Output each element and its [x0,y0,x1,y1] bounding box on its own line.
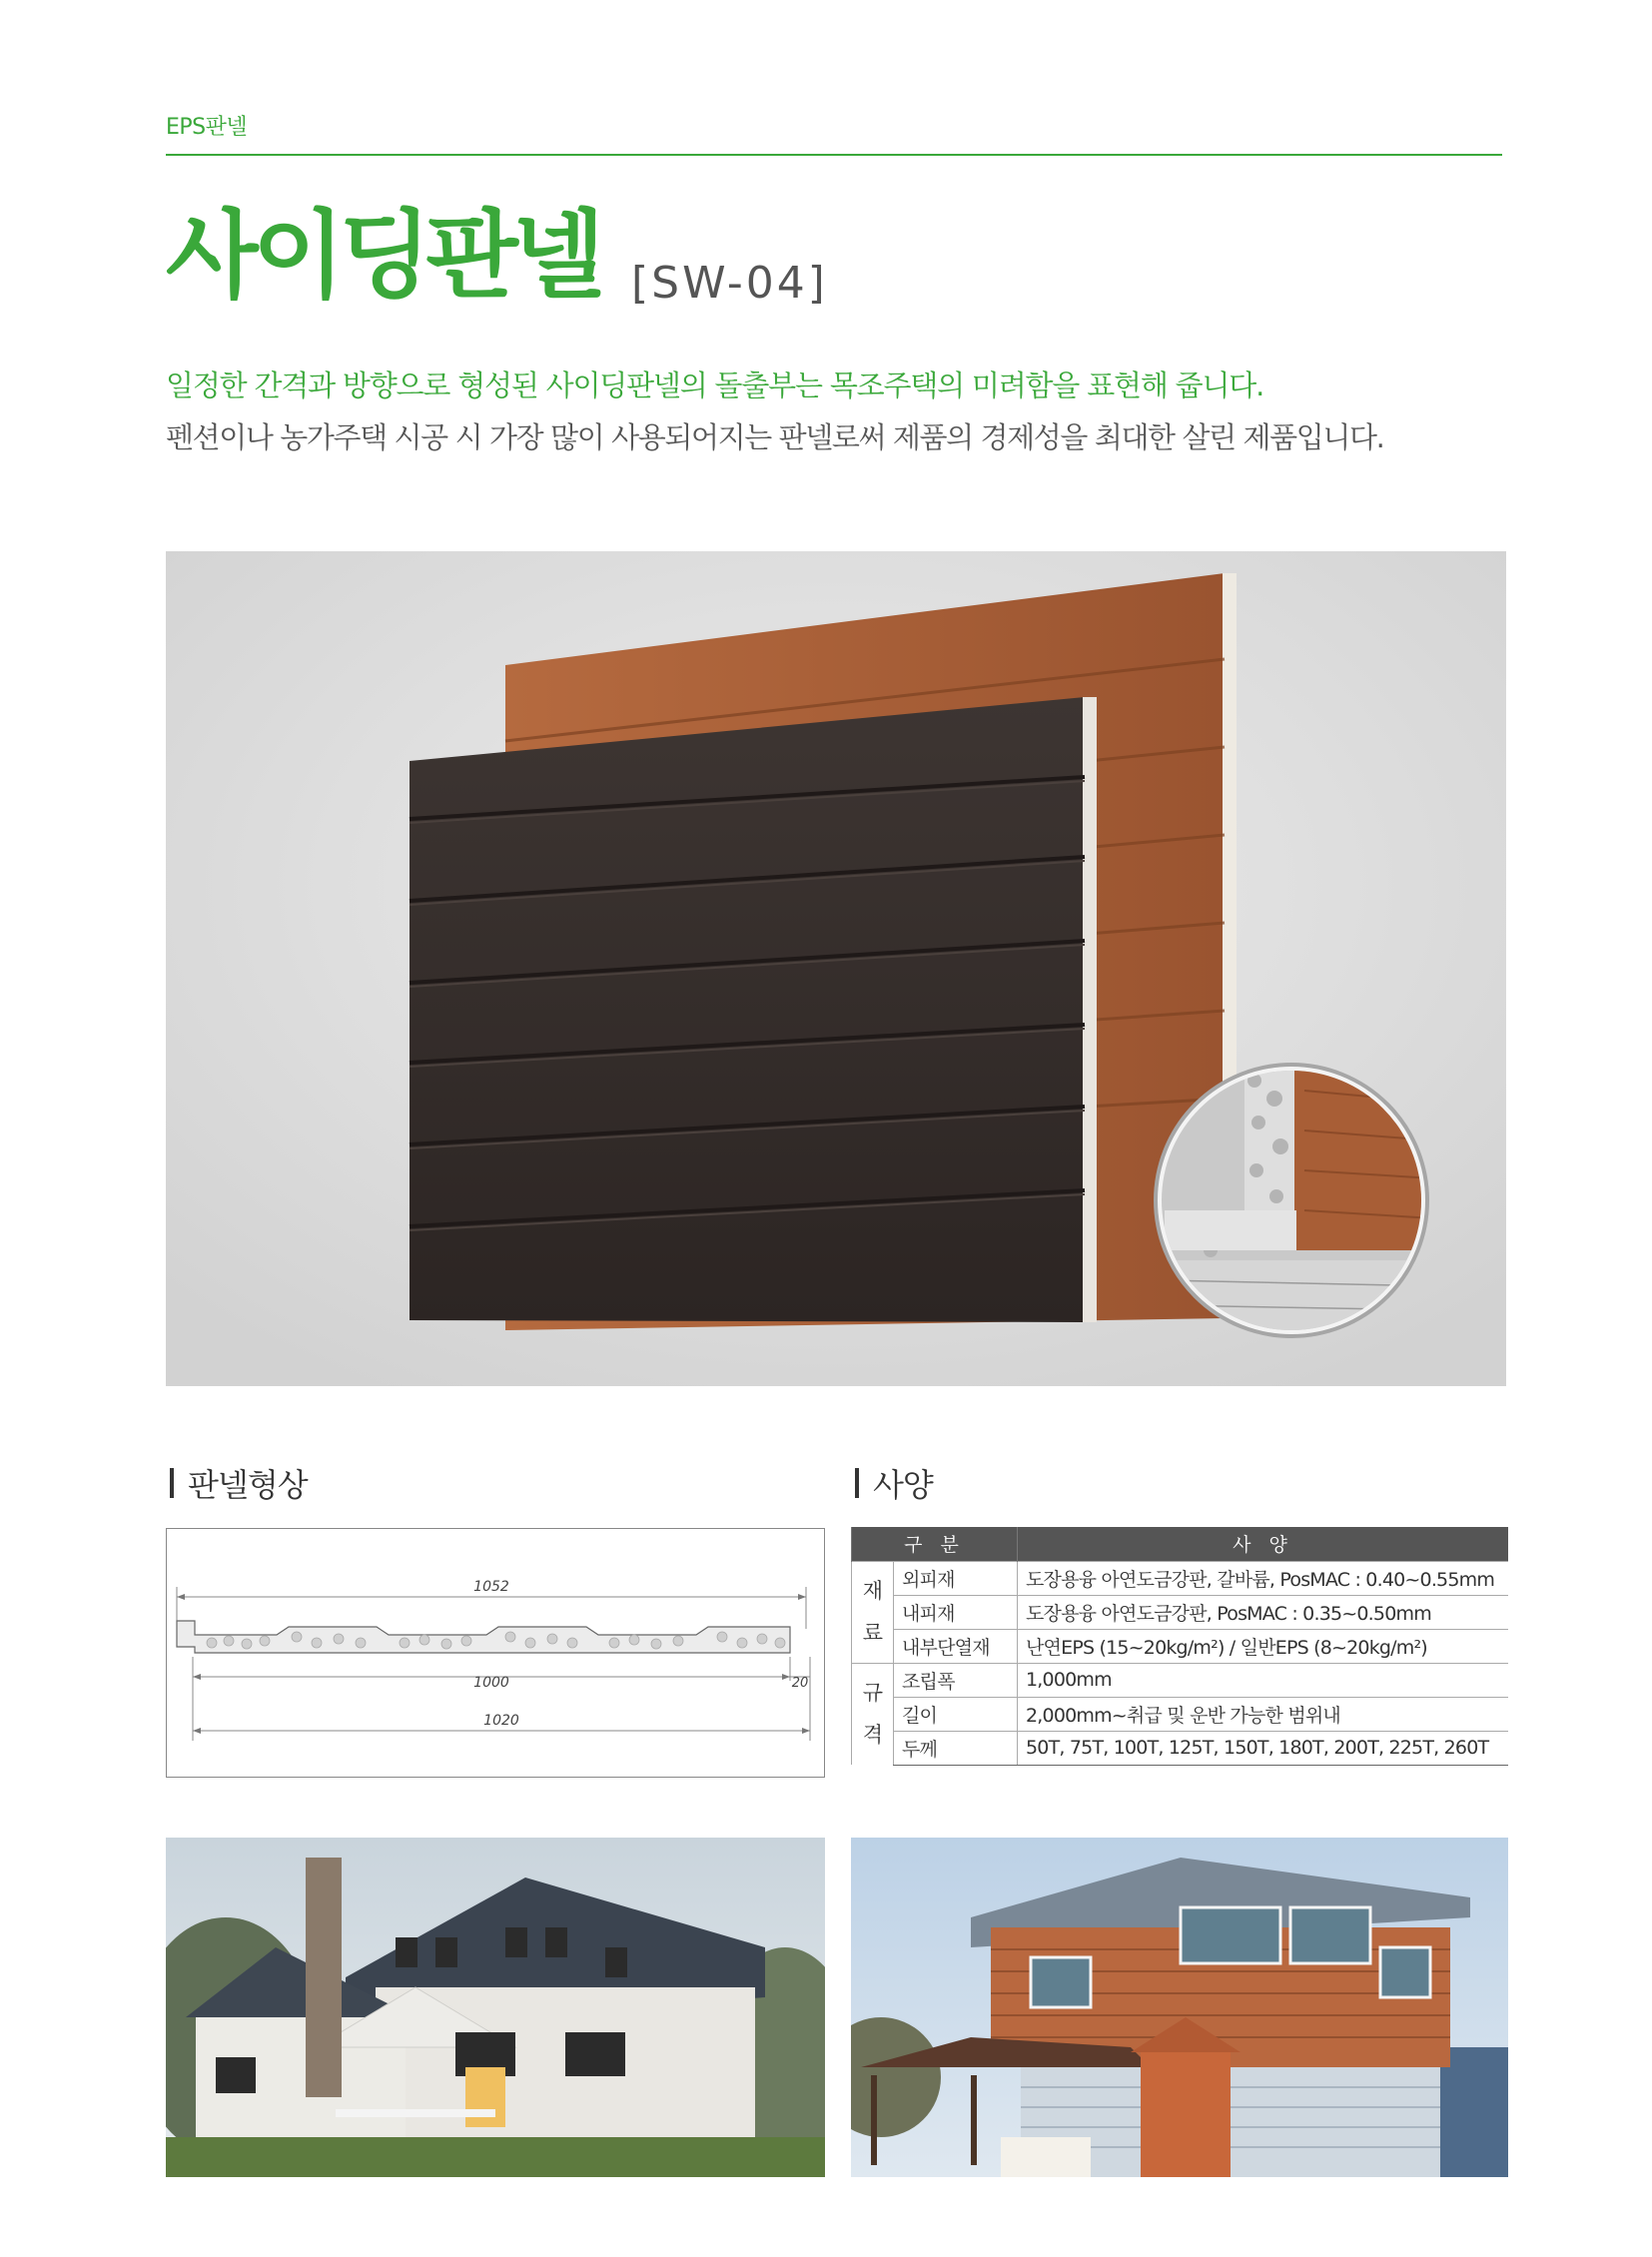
panel-shape-heading [170,1460,308,1506]
category-label: EPS판넬 [166,115,248,140]
product-hero-image [166,551,1506,1386]
row-name: 내부단열재 [894,1629,1018,1663]
house-photo-wood [851,1838,1508,2177]
sub-text: 펜션이나 농가주택 시공 시 가장 많이 사용되어지는 판넬로써 제품의 경제성을 최대한 살린 제품입니다. [166,420,1384,454]
spec-heading-text: 사양 [873,1466,933,1504]
row-value: 50T, 75T, 100T, 125T, 150T, 180T, 200T, 225T, 260T [1018,1731,1509,1765]
panel-shape-diagram [166,1528,825,1778]
dim-label-20: 20 [791,1676,809,1691]
table-row [852,1629,1509,1663]
panel-shape-heading-text: 판넬형상 [188,1466,308,1504]
panel-illustration [166,551,1506,1386]
table-row [852,1697,1509,1731]
spec-heading [855,1460,933,1506]
dim-label-1020: 1020 [483,1713,519,1729]
row-value: 2,000mm~취급 및 운반 가능한 범위내 [1018,1697,1509,1731]
spec-table [851,1527,1508,1766]
product-code: [SW-04] [631,258,828,309]
dim-label-1000: 1000 [473,1675,509,1691]
row-name: 조립폭 [894,1663,1018,1697]
row-value: 도장용융 아연도금강판, 갈바륨, PosMAC : 0.40~0.55mm [1018,1561,1509,1595]
house-photo-white [166,1838,825,2177]
table-row [852,1595,1509,1629]
lead-text: 일정한 간격과 방향으로 형성된 사이딩판넬의 돌출부는 목조주택의 미려함을 표현해 줍니다. [166,369,1264,402]
heading-bar [170,1468,174,1498]
row-value: 1,000mm [1018,1663,1509,1697]
table-row [852,1561,1509,1595]
row-value: 난연EPS (15~20kg/m²) / 일반EPS (8~20kg/m²) [1018,1629,1509,1663]
heading-bar [855,1468,859,1498]
table-row [852,1731,1509,1765]
table-row [852,1663,1509,1697]
row-name: 외피재 [894,1561,1018,1595]
col-spec-header: 사 양 [1018,1527,1509,1561]
product-title: 사이딩판넬 [166,200,599,312]
row-name: 내피재 [894,1595,1018,1629]
row-value: 도장용융 아연도금강판, PosMAC : 0.35~0.50mm [1018,1595,1509,1629]
row-name: 길이 [894,1697,1018,1731]
header-divider [166,154,1502,156]
dim-label-1052: 1052 [473,1579,509,1595]
panel-cross-section [177,1621,790,1653]
col-category-header: 구 분 [852,1527,1018,1561]
row-name: 두께 [894,1731,1018,1765]
group-label-material: 재 료 [852,1561,894,1663]
group-label-size: 규 격 [852,1663,894,1765]
